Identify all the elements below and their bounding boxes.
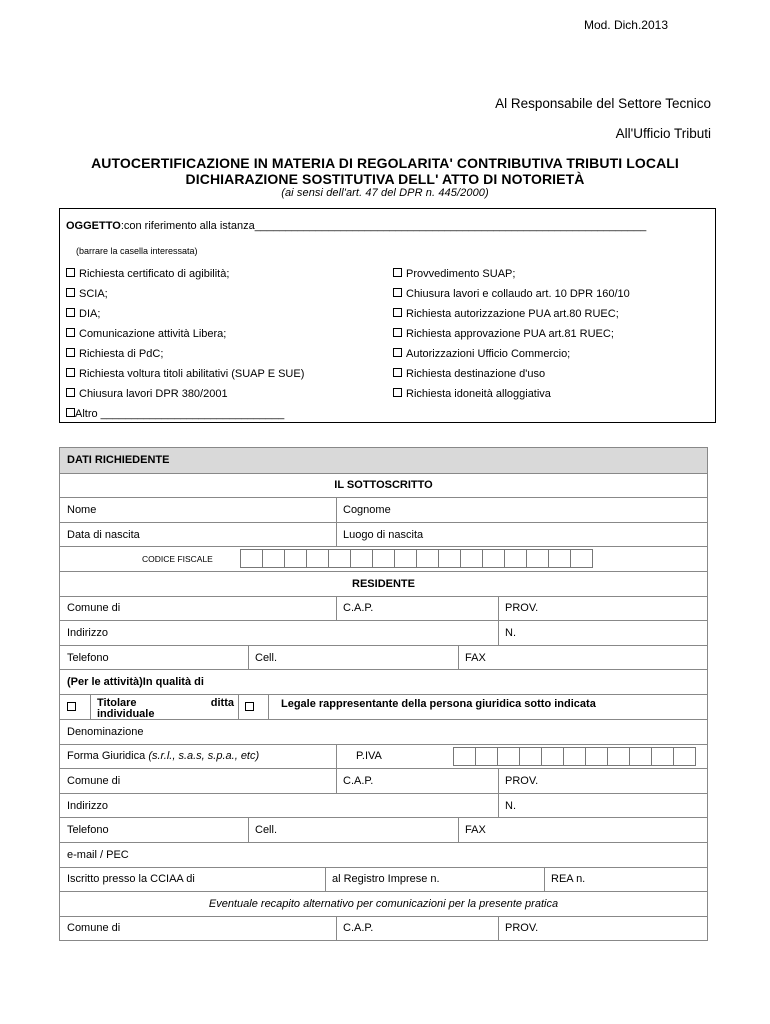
forma-giuridica-row: [60, 744, 707, 769]
model-code: Mod. Dich.2013: [583, 18, 668, 32]
checkbox[interactable]: [393, 388, 402, 397]
telefono-row-2: [60, 817, 707, 842]
option-label: Chiusura lavori DPR 380/2001: [79, 388, 228, 400]
option-label: Richiesta autorizzazione PUA art.80 RUEC;: [406, 308, 619, 320]
oggetto-blank[interactable]: ________________________________________________________________: [254, 220, 647, 232]
oggetto-option[interactable]: [393, 288, 630, 300]
indirizzo-row-2: [60, 793, 707, 818]
codice-fiscale-label: CODICE FISCALE: [142, 554, 213, 565]
comune-field[interactable]: Comune di: [67, 922, 121, 935]
oggetto-option[interactable]: [393, 388, 551, 400]
section-header-row: [60, 448, 707, 473]
checkbox[interactable]: [245, 702, 254, 711]
option-label: Provvedimento SUAP;: [406, 268, 516, 280]
comune-field[interactable]: Comune di: [67, 602, 121, 615]
titolare-checkbox-cell[interactable]: [60, 695, 90, 719]
civico-field[interactable]: N.: [505, 799, 516, 812]
oggetto-note: (barrare la casella interessata): [76, 246, 198, 256]
character-cell[interactable]: [504, 549, 527, 568]
character-cell[interactable]: [284, 549, 307, 568]
oggetto-option[interactable]: [66, 388, 228, 400]
character-cell[interactable]: [328, 549, 351, 568]
cell-field[interactable]: Cell.: [255, 824, 278, 837]
registro-imprese-field[interactable]: al Registro Imprese n.: [332, 873, 440, 886]
option-label: Richiesta certificato di agibilità;: [79, 268, 230, 280]
forma-giuridica-field[interactable]: [60, 745, 259, 769]
oggetto-option[interactable]: [66, 288, 108, 300]
titolare-label: [90, 695, 238, 719]
checkbox[interactable]: [66, 288, 75, 297]
prov-field[interactable]: PROV.: [505, 602, 539, 615]
oggetto-label: OGGETTO: [66, 220, 121, 232]
character-cell[interactable]: [306, 549, 329, 568]
qualita-row: [60, 669, 707, 694]
option-label: DIA;: [79, 308, 101, 320]
comune-row-3: [60, 916, 707, 941]
residente-row: [60, 571, 707, 596]
legale-checkbox-cell[interactable]: [238, 695, 268, 719]
character-cell[interactable]: [585, 747, 608, 766]
titolare-individuale-text: individuale: [97, 707, 155, 720]
denominazione-field[interactable]: Denominazione: [67, 725, 144, 738]
oggetto-option[interactable]: [393, 308, 619, 320]
telefono-field[interactable]: Telefono: [67, 824, 109, 837]
checkbox[interactable]: [66, 308, 75, 317]
cognome-field[interactable]: Cognome: [343, 503, 391, 516]
character-cell[interactable]: [519, 747, 542, 766]
character-cell[interactable]: [262, 549, 285, 568]
recapito-heading: Eventuale recapito alternativo per comunicazioni per la presente pratica: [208, 897, 559, 910]
character-cell[interactable]: [350, 549, 373, 568]
checkbox[interactable]: [66, 408, 75, 417]
piva-label: P.IVA: [356, 750, 382, 763]
character-cell[interactable]: [673, 747, 696, 766]
forma-giuridica-example: (s.r.l., s.a.s, s.p.a., etc): [148, 750, 260, 763]
oggetto-option[interactable]: [393, 268, 515, 280]
option-label: Comunicazione attività Libera;: [79, 328, 227, 340]
legal-reference: (ai sensi dell'art. 47 del DPR n. 445/2000): [281, 187, 489, 199]
recipient-line-2: All'Ufficio Tributi: [615, 126, 711, 141]
legale-label: Legale rappresentante della persona giuridica sotto indicata: [281, 697, 596, 710]
checkbox[interactable]: [393, 348, 402, 357]
prov-field[interactable]: PROV.: [505, 922, 539, 935]
nome-row: [60, 497, 707, 522]
rea-field[interactable]: REA n.: [551, 873, 586, 886]
character-cell[interactable]: [548, 549, 571, 568]
checkbox[interactable]: [66, 368, 75, 377]
forma-giuridica-label: Forma Giuridica: [67, 750, 146, 763]
codice-fiscale-row: [60, 546, 707, 571]
indirizzo-field[interactable]: Indirizzo: [67, 626, 108, 639]
option-altro[interactable]: [66, 408, 284, 420]
denominazione-row: [60, 719, 707, 744]
cap-field[interactable]: C.A.P.: [343, 602, 374, 615]
email-pec-field[interactable]: e-mail / PEC: [67, 848, 129, 861]
checkbox[interactable]: [66, 268, 75, 277]
character-cell[interactable]: [416, 549, 439, 568]
prov-field[interactable]: PROV.: [505, 774, 539, 787]
character-cell[interactable]: [372, 549, 395, 568]
oggetto-heading: [66, 220, 646, 232]
data-nascita-field[interactable]: Data di nascita: [67, 528, 140, 541]
residente-heading: RESIDENTE: [352, 577, 415, 590]
character-cell[interactable]: [541, 747, 564, 766]
titolare-text: Titolare: [97, 696, 137, 709]
option-label: Richiesta idoneità alloggiativa: [406, 388, 551, 400]
character-cell[interactable]: [482, 549, 505, 568]
character-cell[interactable]: [607, 747, 630, 766]
character-cell[interactable]: [526, 549, 549, 568]
checkbox[interactable]: [67, 702, 76, 711]
cciaa-field[interactable]: Iscritto presso la CCIAA di: [67, 873, 195, 886]
character-cell[interactable]: [460, 549, 483, 568]
character-cell[interactable]: [497, 747, 520, 766]
character-cell[interactable]: [438, 549, 461, 568]
oggetto-box: [59, 208, 716, 423]
section-title: DATI RICHIEDENTE: [67, 454, 170, 467]
recapito-row: [60, 891, 707, 916]
character-cell[interactable]: [240, 549, 263, 568]
checkbox[interactable]: [393, 328, 402, 337]
indirizzo-row: [60, 620, 707, 645]
checkbox[interactable]: [66, 388, 75, 397]
luogo-nascita-field[interactable]: Luogo di nascita: [343, 528, 424, 541]
oggetto-option[interactable]: [66, 368, 304, 380]
document-title: AUTOCERTIFICAZIONE IN MATERIA DI REGOLARITA' CONTRIBUTIVA TRIBUTI LOCALI: [91, 155, 679, 171]
character-cell[interactable]: [570, 549, 593, 568]
civico-field[interactable]: N.: [505, 626, 516, 639]
qualita-heading: (Per le attività)In qualità di: [67, 676, 204, 689]
character-cell[interactable]: [563, 747, 586, 766]
oggetto-option[interactable]: [393, 328, 614, 340]
checkbox[interactable]: [393, 288, 402, 297]
telefono-row: [60, 645, 707, 670]
option-label: Richiesta approvazione PUA art.81 RUEC;: [406, 328, 614, 340]
fax-field[interactable]: FAX: [465, 651, 486, 664]
checkbox[interactable]: [393, 268, 402, 277]
cap-field[interactable]: C.A.P.: [343, 774, 374, 787]
character-cell[interactable]: [629, 747, 652, 766]
character-cell[interactable]: [475, 747, 498, 766]
sottoscritto-heading: IL SOTTOSCRITTO: [334, 479, 433, 492]
recipient-line-1: Al Responsabile del Settore Tecnico: [495, 96, 711, 111]
oggetto-text: :con riferimento alla istanza: [120, 220, 255, 232]
option-label: Richiesta destinazione d'uso: [406, 368, 546, 380]
checkbox[interactable]: [393, 368, 402, 377]
titolare-row: [60, 694, 707, 719]
comune-row: [60, 596, 707, 621]
character-cell[interactable]: [651, 747, 674, 766]
nome-field[interactable]: Nome: [67, 503, 97, 516]
option-label: Richiesta di PdC;: [79, 348, 164, 360]
comune-field[interactable]: Comune di: [67, 774, 121, 787]
oggetto-option[interactable]: [66, 308, 100, 320]
cciaa-row: [60, 867, 707, 892]
comune-row-2: [60, 768, 707, 793]
option-label: Chiusura lavori e collaudo art. 10 DPR 160/10: [406, 288, 630, 300]
document-subtitle: DICHIARAZIONE SOSTITUTIVA DELL' ATTO DI NOTORIETÀ: [185, 171, 585, 187]
indirizzo-field[interactable]: Indirizzo: [67, 799, 108, 812]
telefono-field[interactable]: Telefono: [67, 651, 109, 664]
oggetto-option[interactable]: [66, 348, 163, 360]
sottoscritto-row: [60, 473, 707, 498]
cap-field[interactable]: C.A.P.: [343, 922, 374, 935]
character-cell[interactable]: [394, 549, 417, 568]
nascita-row: [60, 522, 707, 547]
oggetto-option[interactable]: [393, 368, 545, 380]
character-cell[interactable]: [453, 747, 476, 766]
option-label: SCIA;: [79, 288, 108, 300]
option-label: Autorizzazioni Ufficio Commercio;: [406, 348, 571, 360]
oggetto-option[interactable]: [66, 268, 229, 280]
oggetto-option[interactable]: [66, 328, 226, 340]
fax-field[interactable]: FAX: [465, 824, 486, 837]
cell-field[interactable]: Cell.: [255, 651, 278, 664]
option-label: Richiesta voltura titoli abilitativi (SUAP E SUE): [79, 368, 305, 380]
oggetto-option[interactable]: [393, 348, 570, 360]
option-label: Altro ______________________________: [75, 408, 285, 420]
checkbox[interactable]: [66, 348, 75, 357]
checkbox[interactable]: [66, 328, 75, 337]
email-row: [60, 842, 707, 867]
titolare-ditta-text: ditta: [210, 696, 234, 709]
checkbox[interactable]: [393, 308, 402, 317]
applicant-table: [59, 447, 708, 941]
